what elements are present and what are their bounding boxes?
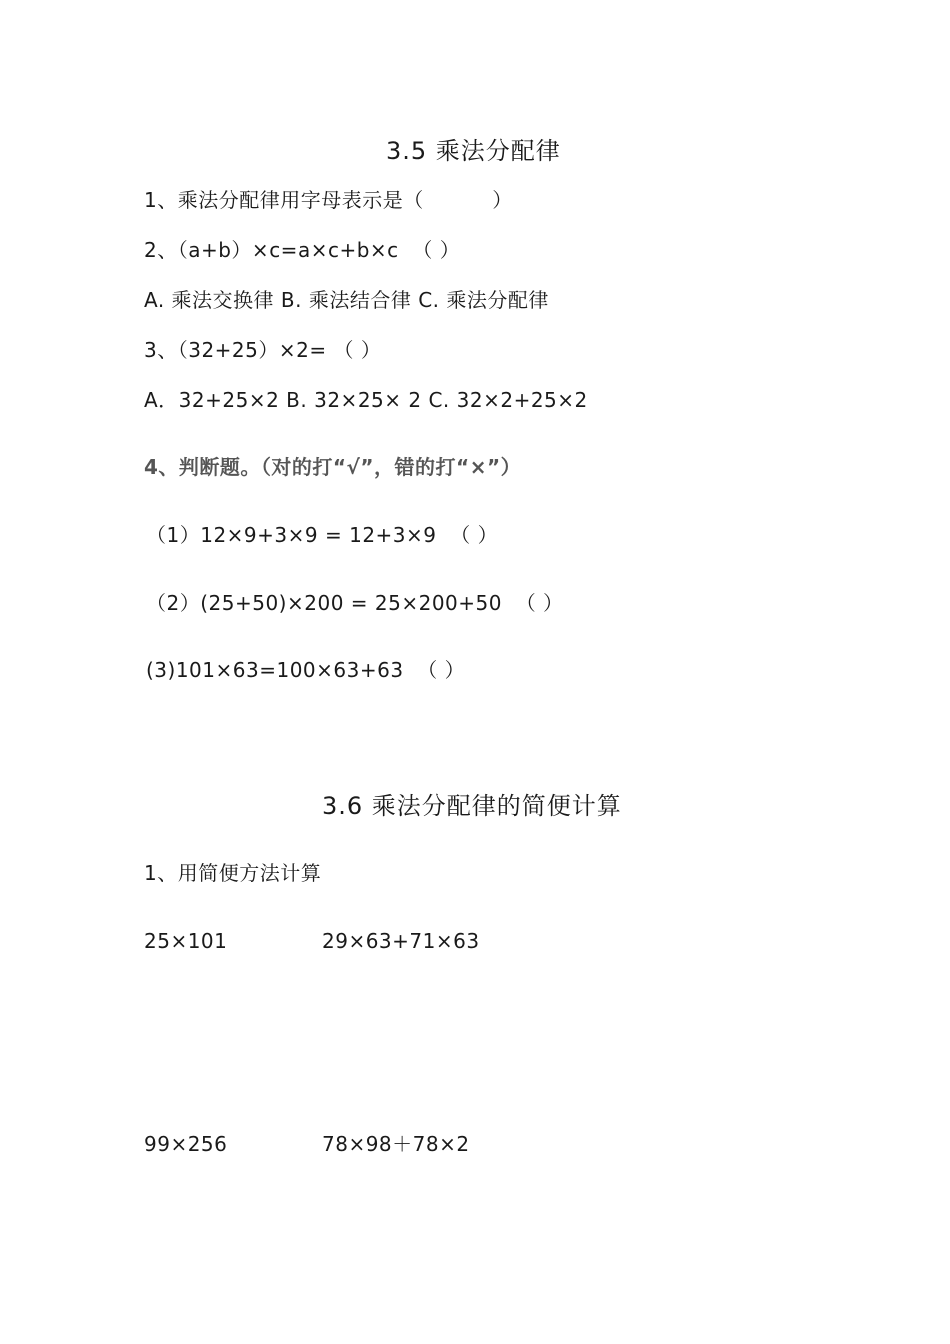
section-title-3-5: 3.5 乘法分配律 xyxy=(386,137,561,165)
question-3: 3、（32+25）×2= （ ） xyxy=(144,338,382,362)
section-title-3-6: 3.6 乘法分配律的简便计算 xyxy=(322,792,622,820)
calc-problem: 99×256 xyxy=(144,1132,228,1156)
judgement-item: （1）12×9+3×9 = 12+3×9 （ ） xyxy=(146,523,499,547)
calc-problem: 25×101 xyxy=(144,929,228,953)
question-3-options: A．32+25×2 B. 32×25× 2 C. 32×2+25×2 xyxy=(144,388,588,412)
calc-problem: 29×63+71×63 xyxy=(322,929,480,953)
question-2-options: A. 乘法交换律 B. 乘法结合律 C. 乘法分配律 xyxy=(144,288,549,312)
calc-problem: 78×98＋78×2 xyxy=(322,1132,470,1156)
question-1: 1、乘法分配律用字母表示是（ ） xyxy=(144,188,513,212)
calc-instruction: 1、用简便方法计算 xyxy=(144,861,322,885)
question-4-heading: 4、判断题。（对的打“√”，错的打“×”） xyxy=(144,455,522,479)
question-2: 2、（a+b）×c=a×c+b×c （ ） xyxy=(144,238,461,262)
judgement-item: （2）(25+50)×200 = 25×200+50 （ ） xyxy=(146,591,564,615)
judgement-item: (3)101×63=100×63+63 （ ） xyxy=(146,658,466,682)
